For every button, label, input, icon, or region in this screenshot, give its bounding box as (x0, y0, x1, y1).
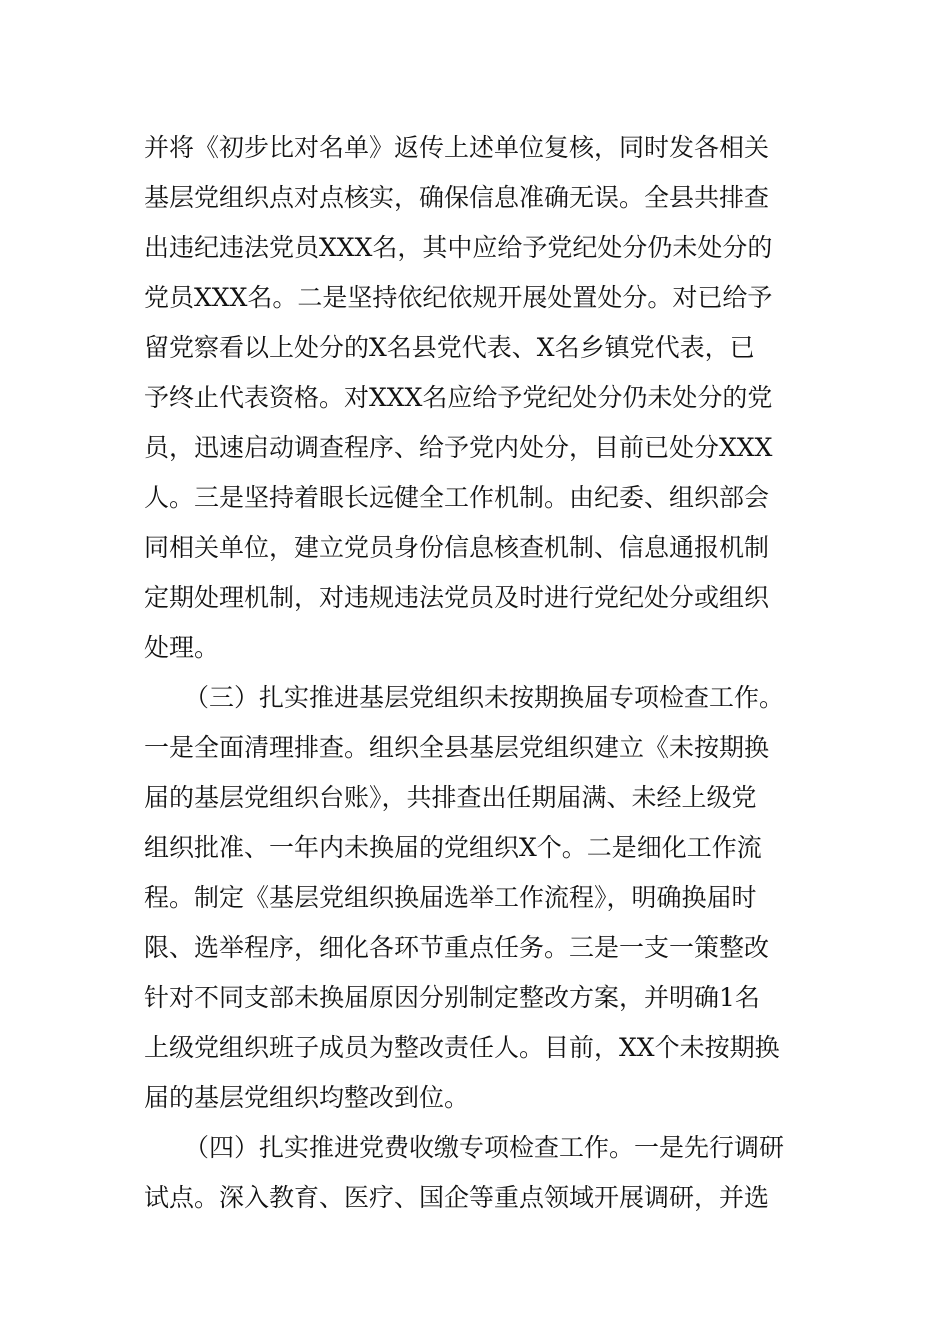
document-body (144, 123, 824, 1223)
text-line: 予终止代表资格。对XXX名应给予党纪处分仍未处分的党 (144, 383, 773, 412)
text-line: 人。三是坚持着眼长远健全工作机制。由纪委、组织部会 (144, 483, 770, 512)
section-heading-3: （三）扎实推进基层党组织未按期换届专项检查工作。 (184, 683, 785, 712)
text-line: 限、选举程序，细化各环节重点任务。三是一支一策整改 (144, 933, 770, 962)
text-line: 党员XXX名。二是坚持依纪依规开展处置处分。对已给予 (144, 283, 773, 312)
text-line: 届的基层党组织台账》，共排查出任期届满、未经上级党 (144, 783, 757, 812)
text-line: 试点。深入教育、医疗、国企等重点领域开展调研，并选 (144, 1183, 770, 1212)
text-line: 并将《初步比对名单》返传上述单位复核，同时发各相关 (144, 133, 770, 162)
text-line: 针对不同支部未换届原因分别制定整改方案，并明确1名 (144, 983, 760, 1012)
section-heading-4: （四）扎实推进党费收缴专项检查工作。一是先行调研 (184, 1133, 785, 1162)
text-line: 程。制定《基层党组织换届选举工作流程》，明确换届时 (144, 883, 757, 912)
text-line: 组织批准、一年内未换届的党组织X个。二是细化工作流 (144, 833, 762, 862)
text-line: 届的基层党组织均整改到位。 (144, 1083, 470, 1112)
text-line: 上级党组织班子成员为整改责任人。目前，XX个未按期换 (144, 1033, 780, 1062)
text-line: 留党察看以上处分的X名县党代表、X名乡镇党代表，已 (144, 333, 755, 362)
text-line: 一是全面清理排查。组织全县基层党组织建立《未按期换 (144, 733, 770, 762)
text-line: 处理。 (144, 633, 220, 662)
text-line: 定期处理机制，对违规违法党员及时进行党纪处分或组织 (144, 583, 770, 612)
text-line: 出违纪违法党员XXX名，其中应给予党纪处分仍未处分的 (144, 233, 773, 262)
text-line: 同相关单位，建立党员身份信息核查机制、信息通报机制 (144, 533, 770, 562)
text-line: 基层党组织点对点核实，确保信息准确无误。全县共排查 (144, 183, 770, 212)
text-line: 员，迅速启动调查程序、给予党内处分，目前已处分XXX (144, 433, 773, 462)
